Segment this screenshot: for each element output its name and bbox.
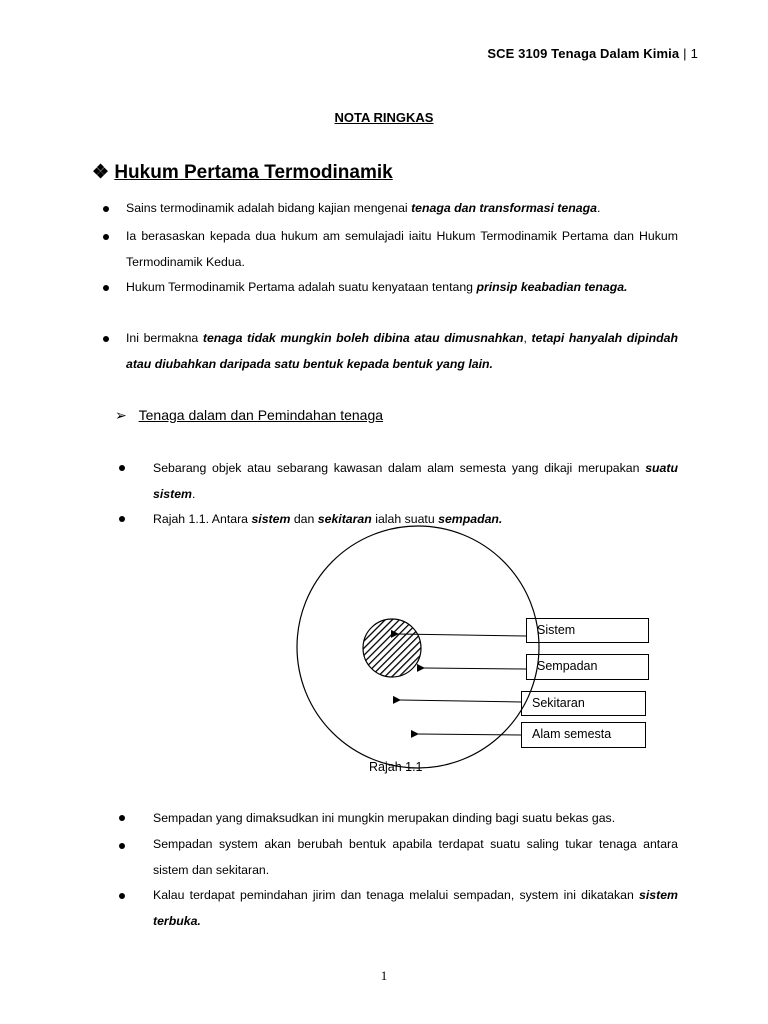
body-text: Rajah 1.1. Antara (153, 512, 252, 526)
footer-page-number: 1 (380, 968, 388, 983)
emphasis-text: sekitaran (317, 512, 372, 526)
label-alam-semesta: Alam semesta (521, 722, 646, 748)
emphasis-text: tenaga tidak mungkin boleh dibina atau dimusnahkan (202, 331, 524, 345)
arrow-bullet-icon: ➢ (115, 407, 127, 423)
bullet-dot-icon (119, 893, 125, 899)
header-separator: | (683, 46, 687, 61)
emphasis-text: sistem (251, 512, 291, 526)
arrow-alam-semesta (418, 734, 521, 735)
body-text: dan (290, 512, 318, 526)
bullet-dot-icon (119, 843, 125, 849)
body-text: Kalau terdapat pemindahan jirim dan tenaga melalui sempadan, system ini dikatakan (153, 888, 640, 902)
body-text: Ia berasaskan kepada dua hukum am semulajadi iaitu Hukum Termodinamik Pertama dan Hukum Termodinamik Kedua. (126, 229, 678, 269)
emphasis-text: sistem terbuka. (153, 888, 678, 928)
body-text: Ini bermakna (126, 331, 203, 345)
system-circle (363, 619, 421, 677)
body-text: , (523, 331, 532, 345)
header-title: SCE 3109 Tenaga Dalam Kimia (487, 46, 680, 61)
bullet-dot-icon (119, 815, 125, 821)
emphasis-text: prinsip keabadian tenaga. (476, 280, 628, 294)
list-item (153, 831, 678, 883)
emphasis-text: tenaga dan transformasi tenaga (411, 201, 597, 215)
emphasis-text: suatu sistem (153, 461, 678, 501)
emphasis-text: sempadan. (438, 512, 503, 526)
header-page-number: 1 (690, 46, 698, 61)
body-text: Sebarang objek atau sebarang kawasan dalam alam semesta yang dikaji merupakan (153, 461, 646, 475)
diamond-bullet-icon: ❖ (92, 162, 110, 183)
body-text: Hukum Termodinamik Pertama adalah suatu kenyataan tentang (126, 280, 477, 294)
emphasis-text: tetapi hanyalah dipindah atau diubahkan daripada satu bentuk kepada bentuk yang lain. (126, 331, 678, 371)
body-text: Sempadan yang dimaksudkan ini mungkin merupakan dinding bagi suatu bekas gas. (153, 811, 616, 825)
arrow-sekitaran (400, 700, 521, 702)
figure-caption: Rajah 1.1 (369, 760, 423, 774)
list-item (153, 882, 678, 934)
label-sistem: Sistem (526, 618, 649, 643)
section-title: Hukum Pertama Termodinamik (114, 162, 393, 183)
subsection-title: Tenaga dalam dan Pemindahan tenaga (138, 407, 384, 423)
page-title: NOTA RINGKAS (334, 110, 434, 125)
body-text: . (596, 201, 601, 215)
body-text: ialah suatu (371, 512, 439, 526)
body-text: . (191, 487, 196, 501)
label-sempadan: Sempadan (526, 654, 649, 680)
label-sekitaran: Sekitaran (521, 691, 646, 716)
arrow-sempadan (424, 668, 526, 669)
body-text: Sains termodinamik adalah bidang kajian mengenai (126, 201, 412, 215)
body-text: Sempadan system akan berubah bentuk apabila terdapat suatu saling tukar tenaga antara sistem dan sekitaran. (153, 837, 678, 877)
list-item (153, 805, 678, 831)
